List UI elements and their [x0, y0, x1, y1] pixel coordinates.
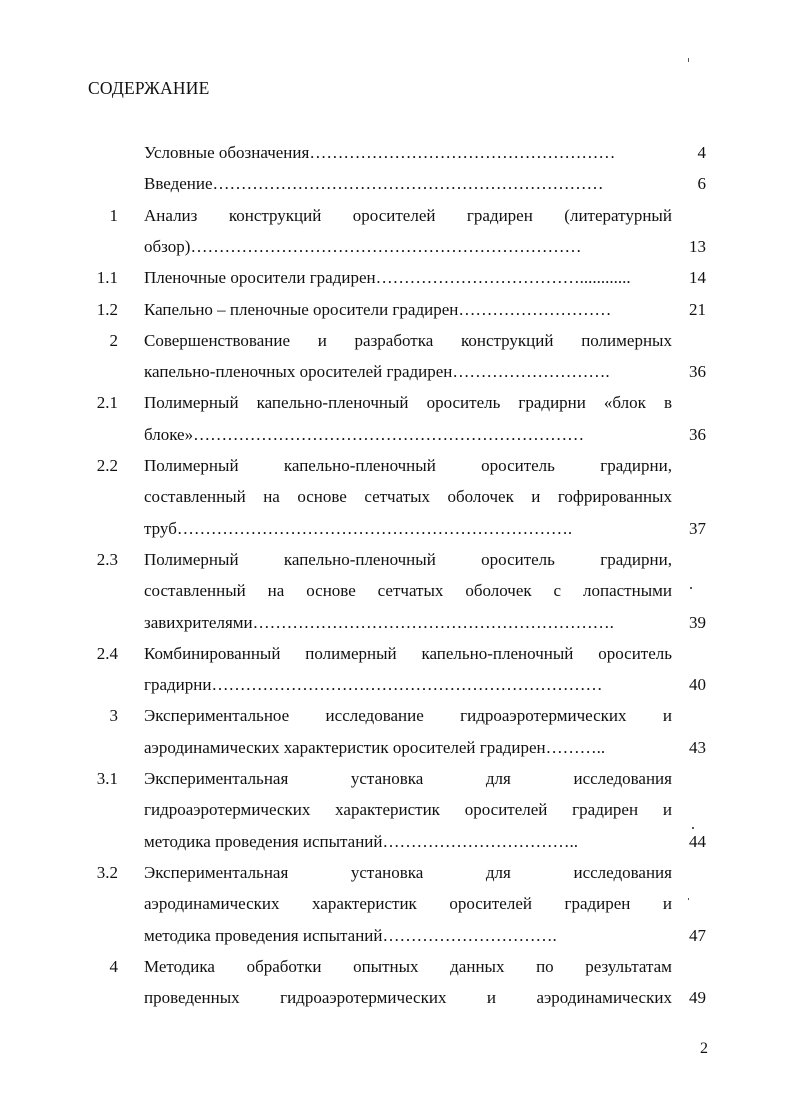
entry-text: [144, 205, 672, 227]
page-title: СОДЕРЖАНИЕ: [88, 78, 210, 98]
page-ref: 44: [689, 831, 706, 851]
entry-text: [144, 455, 672, 477]
entry-word: на: [263, 487, 280, 507]
entry-word: Экспериментальное: [144, 706, 290, 726]
section-number: 2.1: [96, 393, 118, 413]
page-ref: 47: [689, 925, 706, 945]
entry-word: для: [485, 769, 511, 788]
toc-line: [0, 799, 795, 821]
entry-word: обработки: [246, 956, 322, 976]
entry-word: оросителей: [449, 894, 532, 914]
scan-speck: [688, 898, 689, 900]
page-number: 2: [700, 1040, 708, 1057]
entry-word: Экспериментальная: [144, 862, 289, 882]
entry-label: Капельно – пленочные оросители градирен: [144, 299, 459, 319]
entry-word: оросителей: [352, 205, 436, 225]
section-number: 3: [109, 706, 118, 726]
entry-word: оболочек: [465, 581, 532, 601]
entry-text: [144, 674, 672, 696]
toc-line: [0, 486, 795, 508]
toc-line: [0, 455, 795, 477]
entry-label: блоке»: [144, 424, 194, 444]
toc-line: [0, 612, 795, 634]
entry-word: капельно-пленочный: [283, 549, 436, 569]
entry-word: аэродинамических: [536, 988, 672, 1008]
section-number: 3.2: [96, 862, 118, 882]
toc-line: [0, 705, 795, 727]
entry-text: [144, 612, 672, 634]
entry-word: Комбинированный: [144, 643, 281, 663]
entry-text: [144, 361, 672, 383]
leader-dots: ……………………………………………………………: [193, 424, 585, 444]
entry-label: методика проведения испытаний: [144, 831, 383, 851]
entry-text: [144, 330, 672, 352]
entry-word: установка: [350, 769, 424, 788]
entry-word: установка: [350, 862, 424, 882]
entry-text: [144, 893, 672, 915]
entry-label: Условные обозначения: [144, 143, 310, 162]
entry-text: [144, 142, 672, 164]
entry-label: аэродинамических характеристик оросителей градирен: [144, 737, 546, 757]
entry-word: на: [267, 581, 285, 601]
entry-word: разработка: [354, 330, 434, 350]
entry-text: [144, 267, 672, 289]
entry-word: исследования: [573, 862, 672, 882]
entry-word: проведенных: [144, 988, 240, 1008]
leader-dots: ………………………….: [382, 925, 557, 945]
entry-word: гидроаэротермических: [280, 988, 447, 1008]
entry-word: и: [662, 800, 672, 820]
entry-word: конструкций: [460, 330, 554, 350]
entry-label: завихрителями: [144, 612, 253, 632]
scan-speck: [692, 827, 694, 829]
entry-word: и: [662, 894, 672, 914]
toc-line: [0, 580, 795, 602]
entry-word: с: [553, 581, 562, 601]
entry-label: Пленочные оросители градирен: [144, 268, 376, 288]
toc-line: [0, 299, 795, 321]
entry-text: [144, 580, 672, 602]
entry-word: и: [317, 330, 327, 350]
entry-word: исследование: [325, 706, 424, 726]
entry-text: [144, 486, 672, 508]
toc-line: [0, 142, 795, 164]
entry-word: оросителей: [464, 800, 548, 820]
entry-text: [144, 549, 672, 571]
scan-speck: [688, 58, 689, 62]
entry-label: обзор): [144, 236, 191, 256]
entry-word: градирни,: [600, 456, 672, 475]
toc-line: [0, 392, 795, 414]
toc-line: [0, 956, 795, 978]
entry-word: составленный: [144, 487, 246, 507]
toc-line: [0, 267, 795, 289]
entry-label: капельно-пленочных оросителей градирен: [144, 362, 453, 382]
toc-line: [0, 643, 795, 665]
section-number: 2: [109, 330, 118, 350]
entry-text: [144, 643, 672, 665]
toc-line: [0, 925, 795, 947]
entry-word: капельно-пленочный: [283, 456, 436, 475]
entry-word: Полимерный: [144, 456, 239, 475]
entry-text: [144, 299, 672, 321]
entry-word: результатам: [585, 956, 672, 976]
scan-speck: [690, 587, 692, 589]
page-ref: 49: [689, 988, 706, 1008]
entry-word: данных: [450, 956, 505, 976]
entry-text: [144, 831, 672, 853]
entry-word: Полимерный: [144, 393, 239, 413]
toc-line: [0, 361, 795, 383]
toc-line: [0, 330, 795, 352]
entry-word: (литературный: [564, 205, 672, 225]
entry-text: [144, 173, 672, 195]
section-number: 2.3: [96, 549, 118, 569]
entry-text: [144, 768, 672, 790]
entry-text: [144, 956, 672, 978]
entry-word: основе: [297, 487, 347, 507]
entry-text: [144, 799, 672, 821]
toc-line: [0, 862, 795, 884]
entry-text: [144, 236, 672, 258]
entry-word: Методика: [144, 956, 215, 976]
toc-line: [0, 518, 795, 540]
leader-dots: ………………………: [458, 299, 612, 319]
entry-word: полимерный: [305, 643, 397, 663]
entry-word: градирни,: [600, 549, 672, 569]
page-ref: 21: [689, 299, 706, 319]
entry-label: методика проведения испытаний: [144, 925, 383, 945]
entry-word: характеристик: [335, 800, 440, 820]
toc-line: [0, 205, 795, 227]
page-ref: 36: [689, 362, 706, 382]
toc-line: [0, 549, 795, 571]
entry-word: капельно-пленочный: [256, 393, 409, 413]
page-ref: 36: [689, 424, 706, 444]
page-ref: 37: [689, 518, 706, 538]
entry-word: гидроаэротермических: [460, 706, 627, 726]
entry-word: и: [531, 487, 541, 507]
leader-dots: ……………………….: [452, 362, 610, 382]
entry-text: [144, 705, 672, 727]
entry-word: полимерных: [581, 330, 672, 350]
toc-line: [0, 737, 795, 759]
toc-line: [0, 987, 795, 1009]
entry-label: Введение: [144, 174, 213, 194]
entry-word: аэродинамических: [144, 894, 280, 914]
page-ref: 43: [689, 737, 706, 757]
entry-word: градирен: [572, 800, 639, 820]
toc-line: [0, 424, 795, 446]
toc-line: [0, 674, 795, 696]
leader-dots: ……………………………..: [382, 831, 579, 851]
page-ref: 6: [697, 174, 706, 194]
entry-text: [144, 862, 672, 884]
entry-word: ороситель: [481, 549, 555, 569]
entry-word: гидроаэротермических: [144, 800, 311, 820]
entry-word: по: [536, 956, 554, 976]
entry-word: гофрированных: [557, 487, 672, 507]
section-number: 2.2: [96, 456, 118, 475]
entry-word: конструкций: [228, 205, 322, 225]
toc-line: [0, 831, 795, 853]
entry-text: [144, 392, 672, 414]
section-number: 4: [109, 956, 118, 976]
entry-word: исследования: [573, 769, 672, 788]
toc-line: [0, 173, 795, 195]
entry-text: [144, 424, 672, 446]
entry-word: капельно-пленочный: [421, 643, 574, 663]
entry-word: характеристик: [312, 894, 417, 914]
entry-word: ороситель: [426, 393, 501, 413]
leader-dots: ………………………………............: [375, 268, 631, 288]
page-ref: 39: [689, 612, 706, 632]
entry-text: [144, 987, 672, 1009]
entry-word: основе: [306, 581, 356, 601]
entry-word: сетчатых: [377, 581, 444, 601]
section-number: 3.1: [96, 769, 118, 788]
leader-dots: ………………………………………………: [309, 143, 616, 162]
entry-word: в: [663, 393, 672, 413]
entry-label: труб: [144, 518, 177, 538]
leader-dots: ……………………………………………………………: [212, 174, 604, 194]
page-ref: 14: [689, 268, 706, 288]
toc-line: [0, 768, 795, 790]
entry-word: и: [662, 706, 672, 726]
leader-dots: ……………………………………………………….: [252, 612, 614, 632]
toc-line: [0, 893, 795, 915]
entry-text: [144, 737, 672, 759]
entry-word: опытных: [353, 956, 419, 976]
entry-word: составленный: [144, 581, 246, 601]
entry-word: градирен: [466, 205, 533, 225]
leader-dots: ………..: [545, 737, 606, 757]
section-number: 2.4: [96, 643, 118, 663]
section-number: 1.2: [96, 299, 118, 319]
leader-dots: ……………………………………………………………: [211, 675, 603, 695]
entry-word: градирен: [564, 894, 631, 914]
entry-word: Анализ: [144, 205, 198, 225]
page-ref: 13: [689, 236, 706, 256]
entry-word: ороситель: [481, 456, 555, 475]
entry-word: Полимерный: [144, 549, 239, 569]
section-number: 1: [109, 205, 118, 225]
entry-word: сетчатых: [364, 487, 431, 507]
section-number: 1.1: [96, 268, 118, 288]
page-ref: 4: [697, 143, 706, 162]
entry-word: «блок: [603, 393, 646, 413]
leader-dots: …………………………………………………………….: [176, 518, 573, 538]
entry-word: и: [486, 988, 496, 1008]
entry-word: ороситель: [598, 643, 672, 663]
entry-word: градирни: [518, 393, 586, 413]
entry-text: [144, 518, 672, 540]
entry-word: лопастными: [583, 581, 672, 601]
entry-text: [144, 925, 672, 947]
entry-label: градирни: [144, 675, 212, 695]
toc-line: [0, 236, 795, 258]
entry-word: оболочек: [447, 487, 514, 507]
entry-word: Экспериментальная: [144, 769, 289, 788]
entry-word: для: [485, 862, 511, 882]
page-ref: 40: [689, 675, 706, 695]
entry-word: Совершенствование: [144, 330, 291, 350]
leader-dots: ……………………………………………………………: [190, 236, 582, 256]
